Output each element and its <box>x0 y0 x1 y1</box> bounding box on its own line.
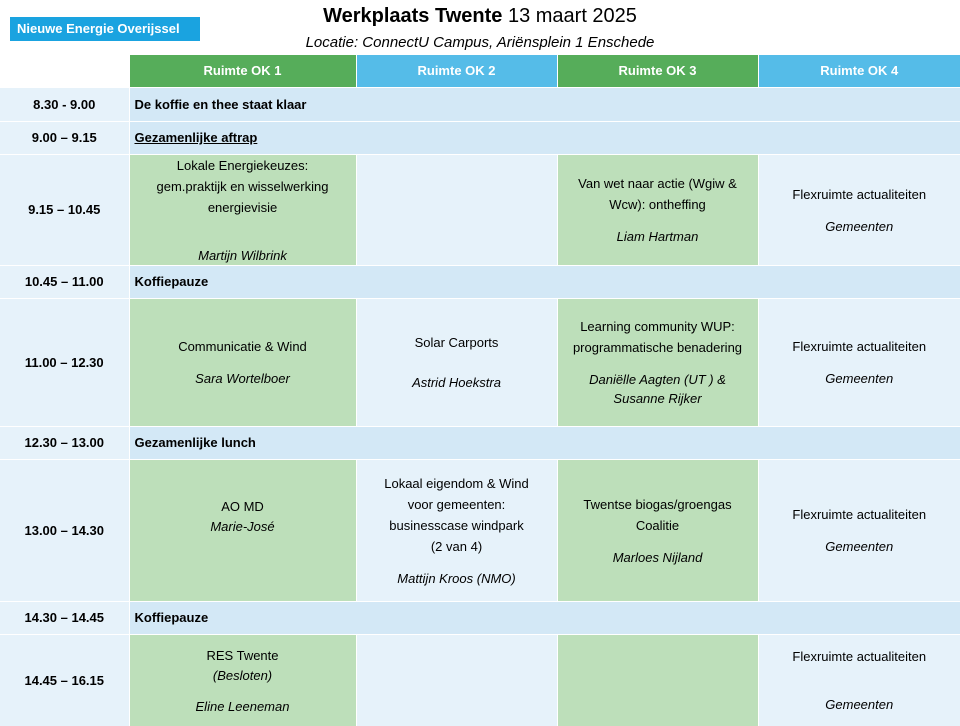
session-title: Flexruimte actualiteiten <box>759 646 960 667</box>
session-speaker: Liam Hartman <box>558 227 758 246</box>
table-row <box>0 154 960 265</box>
session-cell <box>557 298 758 426</box>
plenary-cell <box>129 121 960 154</box>
session-title: programmatische benadering <box>558 337 758 358</box>
session-title: Communicatie & Wind <box>130 336 356 357</box>
title-date: 13 maart 2025 <box>508 5 637 27</box>
table-row <box>0 121 960 154</box>
plenary-cell: Gezamenlijke lunch <box>129 426 960 459</box>
session-title: Van wet naar actie (Wgiw & <box>558 173 758 194</box>
time-cell: 14.30 – 14.45 <box>0 601 129 634</box>
plenary-cell: De koffie en thee staat klaar <box>129 87 960 121</box>
session-title: RES Twente <box>130 645 356 666</box>
session-title: Twentse biogas/groengas <box>558 494 758 515</box>
session-title: Solar Carports <box>357 332 557 353</box>
empty-cell <box>356 154 557 265</box>
session-title: Flexruimte actualiteiten <box>759 504 960 525</box>
session-title: Flexruimte actualiteiten <box>759 184 960 205</box>
session-cell <box>129 459 356 601</box>
session-speaker: Mattijn Kroos (NMO) <box>357 569 557 588</box>
session-speaker: Gemeenten <box>759 217 960 236</box>
session-title: businesscase windpark <box>357 515 557 536</box>
table-row <box>0 459 960 601</box>
header-row <box>0 55 960 87</box>
session-title: AO MD <box>130 496 356 517</box>
session-title: voor gemeenten: <box>357 494 557 515</box>
session-title: gem.praktijk en wisselwerking <box>130 176 356 197</box>
table-row <box>0 634 960 726</box>
time-cell: 10.45 – 11.00 <box>0 265 129 298</box>
session-title: Coalitie <box>558 515 758 536</box>
session-speaker: Martijn Wilbrink <box>130 246 356 265</box>
plenary-text: Gezamenlijke aftrap <box>135 130 258 145</box>
session-speaker: Astrid Hoekstra <box>357 373 557 392</box>
room-ok3-header: Ruimte OK 3 <box>557 55 758 87</box>
session-speaker: Gemeenten <box>759 537 960 556</box>
session-speaker: Susanne Rijker <box>558 389 758 408</box>
room-ok4-header: Ruimte OK 4 <box>758 55 960 87</box>
session-cell <box>129 298 356 426</box>
session-cell <box>356 298 557 426</box>
session-title: (2 van 4) <box>357 536 557 557</box>
schedule-table <box>0 55 960 726</box>
time-cell: 9.00 – 9.15 <box>0 121 129 154</box>
session-cell <box>557 459 758 601</box>
session-speaker: Gemeenten <box>759 695 960 714</box>
empty-cell <box>356 634 557 726</box>
room-ok2-header: Ruimte OK 2 <box>356 55 557 87</box>
location: Locatie: ConnectU Campus, Ariënsplein 1 Enschede <box>200 33 760 53</box>
session-title: Learning community WUP: <box>558 316 758 337</box>
table-row <box>0 426 960 459</box>
session-title: Lokale Energiekeuzes: <box>130 155 356 176</box>
session-speaker: Gemeenten <box>759 369 960 388</box>
header-corner <box>0 55 129 87</box>
session-speaker: Sara Wortelboer <box>130 369 356 388</box>
session-cell <box>356 459 557 601</box>
time-cell: 13.00 – 14.30 <box>0 459 129 601</box>
table-row <box>0 601 960 634</box>
session-title: Lokaal eigendom & Wind <box>357 473 557 494</box>
session-cell <box>557 154 758 265</box>
session-speaker: Daniëlle Aagten (UT ) & <box>558 370 758 389</box>
session-cell <box>758 298 960 426</box>
table-row <box>0 87 960 121</box>
time-cell: 12.30 – 13.00 <box>0 426 129 459</box>
session-speaker: Marloes Nijland <box>558 548 758 567</box>
time-cell: 14.45 – 16.15 <box>0 634 129 726</box>
page-title <box>200 3 760 29</box>
title-bold: Werkplaats Twente <box>323 5 502 27</box>
session-cell <box>758 459 960 601</box>
plenary-cell: Koffiepauze <box>129 265 960 298</box>
session-speaker: Marie-José <box>130 517 356 536</box>
session-cell <box>758 634 960 726</box>
session-cell <box>129 634 356 726</box>
plenary-cell: Koffiepauze <box>129 601 960 634</box>
session-title: Flexruimte actualiteiten <box>759 336 960 357</box>
session-title: energievisie <box>130 197 356 218</box>
time-cell: 9.15 – 10.45 <box>0 154 129 265</box>
table-row <box>0 298 960 426</box>
session-subtitle: (Besloten) <box>130 666 356 685</box>
brand-logo: Nieuwe Energie Overijssel <box>10 17 200 41</box>
time-cell: 11.00 – 12.30 <box>0 298 129 426</box>
empty-cell <box>557 634 758 726</box>
session-speaker: Eline Leeneman <box>130 697 356 716</box>
session-cell <box>129 154 356 265</box>
room-ok1-header: Ruimte OK 1 <box>129 55 356 87</box>
table-row <box>0 265 960 298</box>
session-cell <box>758 154 960 265</box>
time-cell: 8.30 - 9.00 <box>0 87 129 121</box>
session-title: Wcw): ontheffing <box>558 194 758 215</box>
